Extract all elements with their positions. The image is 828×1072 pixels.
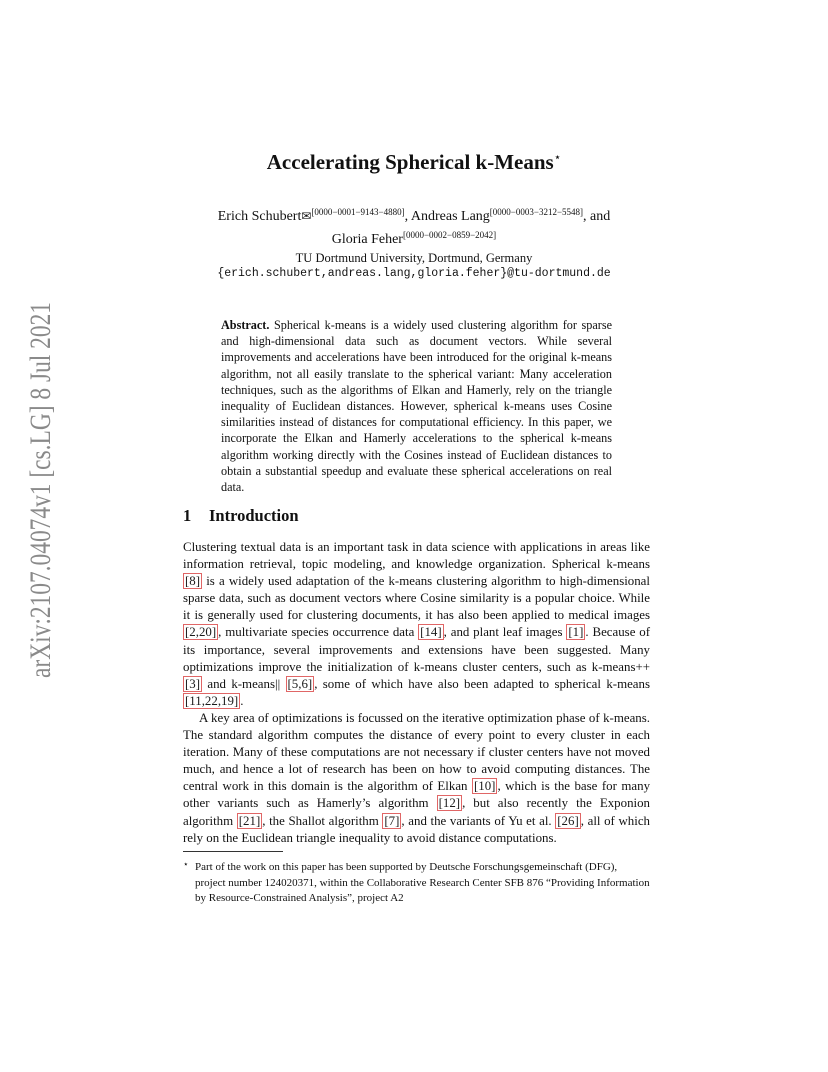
- paper-title-text: Accelerating Spherical k-Means: [266, 150, 554, 174]
- citation-link[interactable]: [26]: [557, 813, 579, 828]
- envelope-icon: ✉: [301, 209, 312, 223]
- text-span: , and the variants of Yu et al.: [401, 813, 556, 828]
- citation-link[interactable]: [7]: [384, 813, 400, 828]
- citation-link[interactable]: [5,6]: [287, 676, 313, 691]
- text-span: and k-means||: [202, 676, 286, 691]
- paper-title: [0, 150, 828, 175]
- citation-link[interactable]: [10]: [473, 779, 496, 794]
- title-footnote-mark: ⋆: [553, 150, 562, 164]
- text-span: , multivariate species occurrence data: [218, 625, 419, 640]
- text-span: , which is the base for many other variants such as Hamerly’s algorithm: [183, 779, 651, 811]
- citation-link[interactable]: [11,22,19]: [185, 693, 239, 708]
- footnote-divider: [183, 851, 283, 852]
- citation-link[interactable]: [1]: [568, 625, 584, 640]
- citation-link[interactable]: [21]: [238, 813, 261, 828]
- affiliation-block: [0, 250, 828, 282]
- text-span: , the Shallot algorithm: [262, 813, 383, 828]
- text-span: , some of which have also been adapted to spherical k-means: [314, 676, 650, 691]
- citation-link[interactable]: [3]: [185, 676, 201, 691]
- author-emails: {erich.schubert,andreas.lang,gloria.feher}@tu-dortmund.de: [217, 267, 611, 280]
- introduction-body: [183, 539, 650, 847]
- institution: TU Dortmund University, Dortmund, Germany: [295, 251, 533, 265]
- text-span: .: [240, 693, 244, 708]
- arxiv-identifier-stamp: [20, 196, 57, 680]
- abstract-heading: Abstract.: [221, 318, 270, 332]
- citation-link[interactable]: [12]: [438, 796, 461, 811]
- citation-link[interactable]: [8]: [185, 574, 201, 589]
- author-2-orcid: [0000−0003−3212−5548]: [489, 207, 584, 217]
- arxiv-stamp-text: arXiv:2107.04074v1 [cs.LG] 8 Jul 2021: [24, 196, 57, 678]
- text-span: , and plant leaf images: [443, 625, 567, 640]
- text-span: Clustering textual data is an important task in data science with applications in areas like information retrieval, topic modeling, and knowledge organization. Spherical k-means: [183, 540, 650, 572]
- footnote-text: Part of the work on this paper has been supported by Deutsche Forschungsgemeinschaft (DFG), project number 124020371, within the Collaborative Research Center SFB 876 “Providing Information by Resource-Constrained Analysis”, project A2: [195, 861, 650, 904]
- author-2-name: Andreas Lang: [410, 209, 490, 224]
- author-1-name: Erich Schubert: [217, 209, 302, 224]
- section-title: Introduction: [209, 506, 299, 525]
- text-span: , all of which rely on the Euclidean triangle inequality to avoid distance computations.: [183, 813, 650, 845]
- text-span: . Because of its importance, several improvements and extensions have been suggested. Many optimizations improve the initialization of k-means cluster centers, such as k-means++: [183, 625, 651, 674]
- text-span: A key area of optimizations is focussed on the iterative optimization phase of k-means. The standard algorithm computes the distance of every point to every cluster in each iteration. Many of these computations are not necessary if cluster centers have not moved much, and hence a lot of research has been on how to avoid computing distances. The central work in this domain is the algorithm of Elkan: [183, 710, 650, 794]
- author-3-name: Gloria Feher: [331, 232, 403, 247]
- text-span: , but also recently the Exponion algorithm: [183, 796, 650, 828]
- paragraph-2: [183, 710, 650, 847]
- footnote: [183, 857, 650, 907]
- author-separator-1: ,: [404, 209, 411, 224]
- abstract-text: Spherical k-means is a widely used clustering algorithm for sparse and high-dimensional data such as document vectors. While several improvements and accelerations have been introduced for the original k-means algorithm, not all easily translate to the spherical variant: Many acceleration techniques, such as the algorithms of Elkan and Hamerly, rely on the triangle inequality of Euclidean distances. However, spherical k-means uses Cosine similarities instead of distances for computational efficiency. In this paper, we incorporate the Elkan and Hamerly accelerations to the spherical k-means algorithm working directly with the Cosines instead of Euclidean distances to obtain a substantial speedup and evaluate these spherical accelerations on real data.: [221, 318, 613, 495]
- author-3-orcid: [0000−0002−0859−2042]: [402, 230, 497, 240]
- author-separator-2: , and: [583, 209, 611, 224]
- footnote-mark: ⋆: [183, 859, 189, 869]
- author-list: [160, 203, 668, 249]
- section-heading: [183, 506, 299, 526]
- section-number: 1: [183, 506, 192, 525]
- paragraph-1: [183, 539, 650, 710]
- abstract: [221, 317, 612, 495]
- citation-link[interactable]: [2,20]: [185, 625, 217, 640]
- citation-link[interactable]: [14]: [420, 625, 442, 640]
- author-1-orcid: [0000−0001−9143−4880]: [311, 207, 405, 217]
- text-span: is a widely used adaptation of the k-means clustering algorithm to high-dimensional sparse data, such as document vectors where Cosine similarity is a popular choice. While it is generally used for clustering documents, it has also been applied to medical images: [183, 574, 650, 623]
